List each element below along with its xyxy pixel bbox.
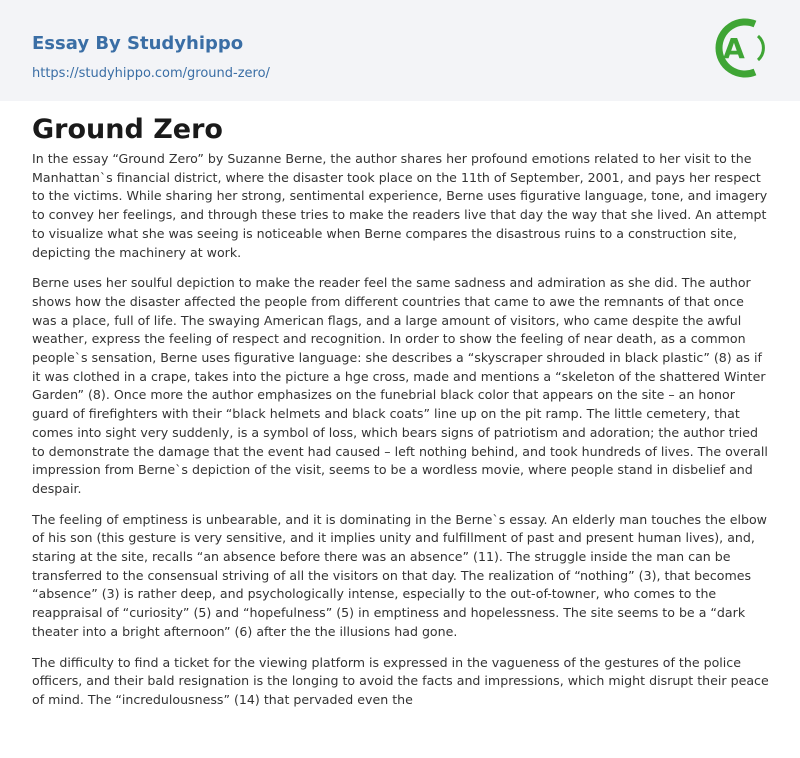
article	[32, 112, 772, 722]
article-paragraph-2: Berne uses her soulful depiction to make the reader feel the same sadness and admiration as she did. The author shows how the disaster affected the people from different countries that came to awe the remnants of that once was a place, full of life. The swaying American flags, and a large amount of visitors, who came despite the awful weather, express the feeling of respect and recognition. In order to show the feeling of near death, as a common people`s sensation, Berne uses figurative language: she describes a “skyscraper shrouded in black plastic” (8) as if it was clothed in a crape, takes into the picture a hge cross, made and mentions a “skeleton of the shattered Winter Garden” (8). Once more the author emphasizes on the funebrial black color that appears on the site – an honor guard of firefighters with their “black helmets and black coats” line up on the pit ramp. The little cemetery, that comes into sight very suddenly, is a symbol of loss, which bears signs of patriotism and adoration; the author tried to demonstrate the damage that the event had caused – left nothing behind, and took hundreds of lives. The overall impression from Berne`s depiction of the visit, seems to be a wordless movie, where people stand in disbelief and despair.	[32, 275, 768, 496]
article-paragraph-1: In the essay “Ground Zero” by Suzanne Berne, the author shares her profound emotions related to her visit to the Manhattan`s financial district, where the disaster took place on the 11th of September, 2001, and pays her respect to the victims. While sharing her strong, sentimental experience, Berne uses figurative language, tone, and imagery to convey her feelings, and through these tries to make the readers live that day the way that she lived. An attempt to visualize what she was seeing is noticeable when Berne compares the disastrous ruins to a construction site, depicting the machinery at work.	[32, 151, 768, 260]
page-url-link[interactable]: https://studyhippo.com/ground-zero/	[32, 66, 270, 81]
site-header	[0, 0, 800, 101]
article-paragraph-4: The difficulty to find a ticket for the viewing platform is expressed in the vagueness of the gestures of the police officers, and their bald resignation is the longing to avoid the facts and impressions, which might disrupt their peace of mind. The “incredulousness” (14) that pervaded even the	[32, 654, 769, 707]
logo-letter: A	[723, 32, 745, 65]
studyhippo-logo-icon[interactable]	[711, 14, 771, 82]
page-title: Ground Zero	[32, 114, 223, 145]
site-title[interactable]: Essay By Studyhippo	[32, 33, 244, 54]
article-paragraph-3: The feeling of emptiness is unbearable, and it is dominating in the Berne`s essay. An elderly man touches the elbow of his son (this gesture is very sensitive, and it implies unity and fulfillment of past and present human lives), and, staring at the site, recalls “an absence before there was an absence” (11). The struggle inside the man can be transferred to the consensual striving of all the visitors on that day. The realization of “nothing” (3), that becomes “absence” (3) is rather deep, and psychologically intense, especially to the out-of-towner, who comes to the reappraisal of “curiosity” (5) and “hopefulness” (5) in emptiness and hopelessness. The site seems to be a “dark theater into a bright afternoon” (6) after the the illusions had gone.	[32, 511, 767, 639]
